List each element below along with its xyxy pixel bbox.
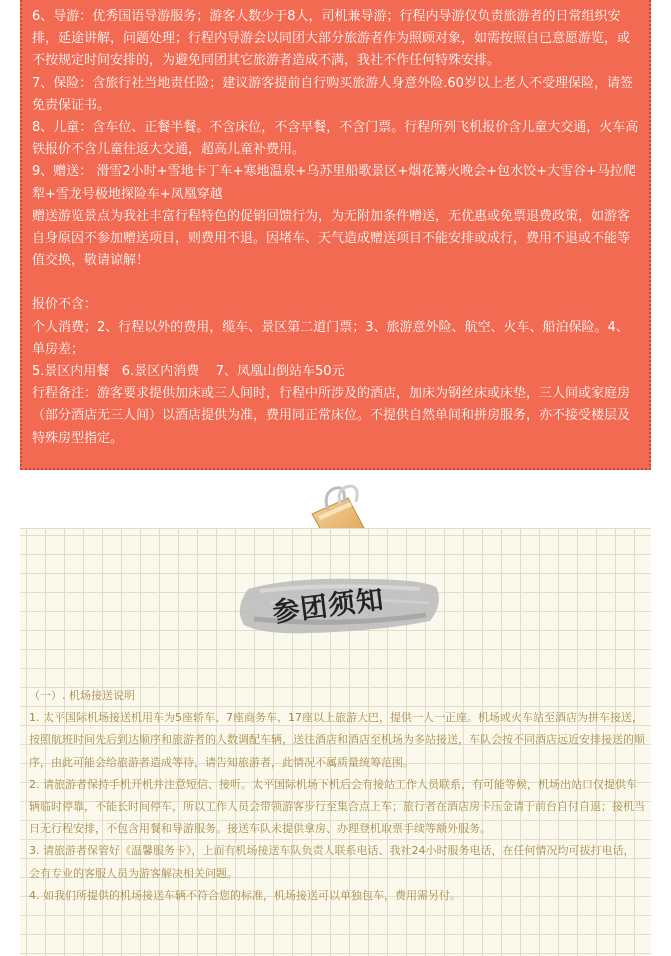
children-term: 8、儿童：含车位、正餐半餐。不含床位，不含早餐，不含门票。行程所列飞机报价含儿童大交通，火车高铁报价不含儿童往返大交通，超高儿童补费用。 xyxy=(32,120,639,158)
note-item-3: 3. 请旅游者保管好《温馨服务卡》，上面有机场接送车队负责人联系电话、我社24小时服务电话，在任何情况均可拔打电话，会有专业的客服人员为游客解决相关问题。 xyxy=(29,844,635,880)
note-item-2: 2. 请旅游者保持手机开机并注意短信、接听。太平国际机场下机后会有接站工作人员联系，有可能等候，机场出站口仅提供车辆临时停靠，不能长时间停车，所以工作人员会带领游客步行至集合点上车；旅行者在酒店房卡压金请于前台自付自退；接机当日无行程安排，不包含用餐和导游服务。接送车队未提供拿房、办理登机取票手续等额外服务。 xyxy=(29,777,645,836)
gifts-note: 赠送游览景点为我社丰富行程特色的促销回馈行为，为无附加条件赠送，无优惠或免票退费政策，如游客自身原因不参加赠送项目，则费用不退。因堵车、天气造成赠送项目不能安排或成行，费用不退或不能等值交换，敬请谅解！ xyxy=(32,208,631,269)
excluded-title: 报价不含： xyxy=(32,297,98,313)
note-item-4: 4. 如我们所提供的机场接送车辆不符合您的标准，机场接送可以单独包车，费用需另付。 xyxy=(29,888,461,902)
notice-title: 参团须知 xyxy=(270,584,386,629)
section-heading: （一）. 机场接送说明 xyxy=(29,689,135,702)
excluded-items: 个人消费；2、行程以外的费用，缆车、景区第二道门票；3、旅游意外险、航空、火车、船泊保险。4、单房差； xyxy=(32,319,629,357)
notice-panel xyxy=(20,528,651,956)
excluded-items-2: 5.景区内用餐 6.景区内消费 7、凤凰山倒站车50元 xyxy=(32,364,345,380)
itinerary-terms-panel xyxy=(20,0,651,470)
remarks-term: 行程备注：游客要求提供加床或三人间时，行程中所涉及的酒店，加床为钢丝床或床垫，三人间或家庭房（部分酒店无三人间）以酒店提供为准，费用同正常床位。不提供自然单间和拼房服务，亦不接受楼层及特殊房型指定。 xyxy=(32,386,631,446)
guide-term: 6、导游：优秀国语导游服务；游客人数少于8人，司机兼导游；行程内导游仅负责旅游者的日常组织安排，延途讲解，问题处理；行程内导游会以同团大部分旅游者作为照顾对象，如需按照自已意愿游览，或不按规定时间安排的，为避免同团其它旅游者造成不满，我社不作任何特殊安排。 xyxy=(32,9,631,69)
gifts-term: 9、赠送： 滑雪2小时+雪地卡丁车+寒地温泉+乌苏里船歌景区+烟花篝火晚会+包水饺+大雪谷+马拉爬犁+雪龙号极地探险车+凤凰穿越 xyxy=(32,164,636,202)
insurance-term: 7、保险：含旅行社当地责任险；建议游客提前自行购买旅游人身意外险.60岁以上老人不受理保险，请签免责保证书。 xyxy=(32,75,633,113)
note-item-1: 1. 太平国际机场接送机用车为5座轿车、7座商务车、17座以上旅游大巴，提供一人一正座。机场或火车站至酒店为拼车接送，按照航班时间先后到达顺序和旅游者的人数调配车辆，送往酒店和酒店至机场为多站接送，车队会按不同酒店远近安排接送的顺序，由此可能会给旅游者造成等待，请告知旅游者，此情况不属质量统筹范围。 xyxy=(29,711,645,769)
spacer xyxy=(32,272,639,294)
airport-transfer-notes xyxy=(29,685,645,907)
